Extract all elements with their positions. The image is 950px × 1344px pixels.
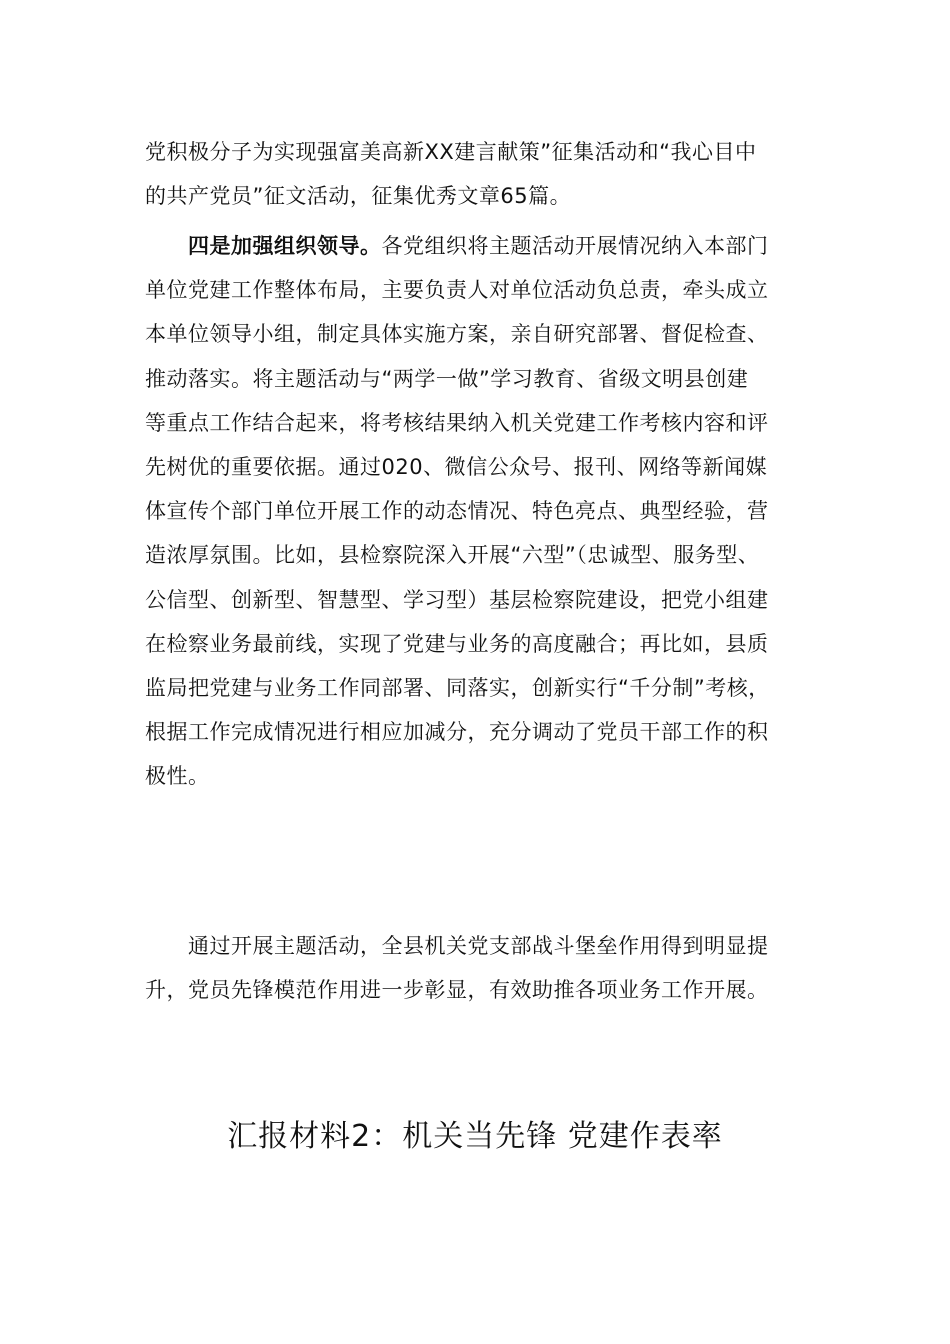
text-line: 极性。 <box>145 764 210 789</box>
text-line: 本单位领导小组，制定具体实施方案，亲自研究部署、督促检查、 <box>145 322 769 347</box>
text-line: 在检察业务最前线，实现了党建与业务的高度融合；再比如，县质 <box>145 631 769 656</box>
text-line: 根据工作完成情况进行相应加减分，充分调动了党员干部工作的积 <box>145 720 769 745</box>
text-line: 先树优的重要依据。通过020、微信公众号、报刊、网络等新闻媒 <box>145 455 768 480</box>
paragraph-organization-leadership <box>145 224 825 799</box>
text-line: 造浓厚氛围。比如，县检察院深入开展“六型”（忠诚型、服务型、 <box>145 543 760 568</box>
text-line: 的共产党员”征文活动，征集优秀文章65篇。 <box>145 184 572 209</box>
paragraph-continued <box>145 130 825 218</box>
text-line-first <box>145 224 825 268</box>
paragraph-summary <box>145 924 825 1012</box>
section-title: 汇报材料2：机关当先锋 党建作表率 <box>227 1119 723 1154</box>
text-line: 升，党员先锋模范作用进一步彰显，有效助推各项业务工作开展。 <box>145 978 769 1003</box>
text-line: 监局把党建与业务工作同部署、同落实，创新实行“千分制”考核， <box>145 676 770 701</box>
text-line: 推动落实。将主题活动与“两学一做”学习教育、省级文明县创建 <box>145 366 749 391</box>
text-fragment: 各党组织将主题活动开展情况纳入本部门 <box>381 234 769 258</box>
text-line: 党积极分子为实现强富美高新XX建言献策”征集活动和“我心目中 <box>145 140 757 164</box>
text-line-first: 通过开展主题活动，全县机关党支部战斗堡垒作用得到明显提 <box>188 934 769 958</box>
text-line: 公信型、创新型、智慧型、学习型）基层检察院建设，把党小组建 <box>145 587 769 612</box>
text-line: 体宣传个部门单位开展工作的动态情况、特色亮点、典型经验，营 <box>145 499 769 524</box>
text-line: 单位党建工作整体布局，主要负责人对单位活动负总责，牵头成立 <box>145 278 769 303</box>
paragraph-lead-heading: 四是加强组织领导。 <box>188 234 382 258</box>
text-line: 等重点工作结合起来，将考核结果纳入机关党建工作考核内容和评 <box>145 410 769 435</box>
